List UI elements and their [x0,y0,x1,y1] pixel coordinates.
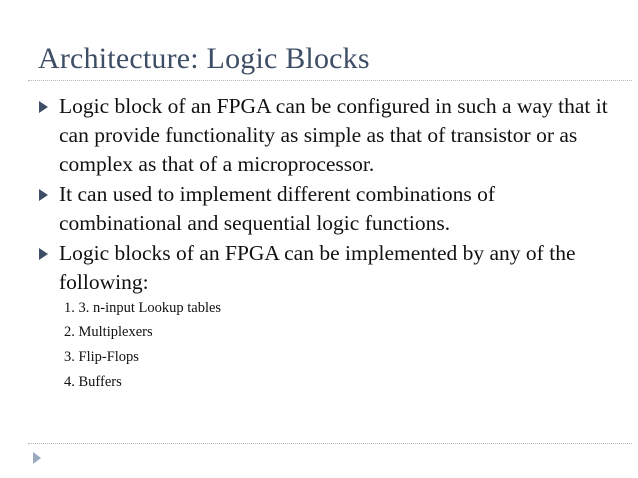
sub-item: 1. 3. n-input Lookup tables [64,300,222,316]
bullet-text: It can used to implement different combinations of combinational and sequential logic functions. [59,182,496,235]
triangle-right-icon [39,248,48,260]
triangle-right-icon [39,189,48,201]
sub-item: 2. Multiplexers [64,324,153,340]
bullet-text: Logic block of an FPGA can be configured in such a way that it can provide functionality as simple as that of transistor or as complex as that of a microprocessor. [59,94,608,176]
bullet-text: Logic blocks of an FPGA can be implemented by any of the following: [59,241,576,294]
sub-item: 4. Buffers [64,374,122,390]
triangle-right-icon [39,101,48,113]
footer-divider [28,443,632,444]
sub-item: 3. Flip-Flops [64,349,139,365]
title-divider [28,80,632,81]
slide-title: Architecture: Logic Blocks [38,42,370,75]
footer-triangle-icon [33,452,41,464]
